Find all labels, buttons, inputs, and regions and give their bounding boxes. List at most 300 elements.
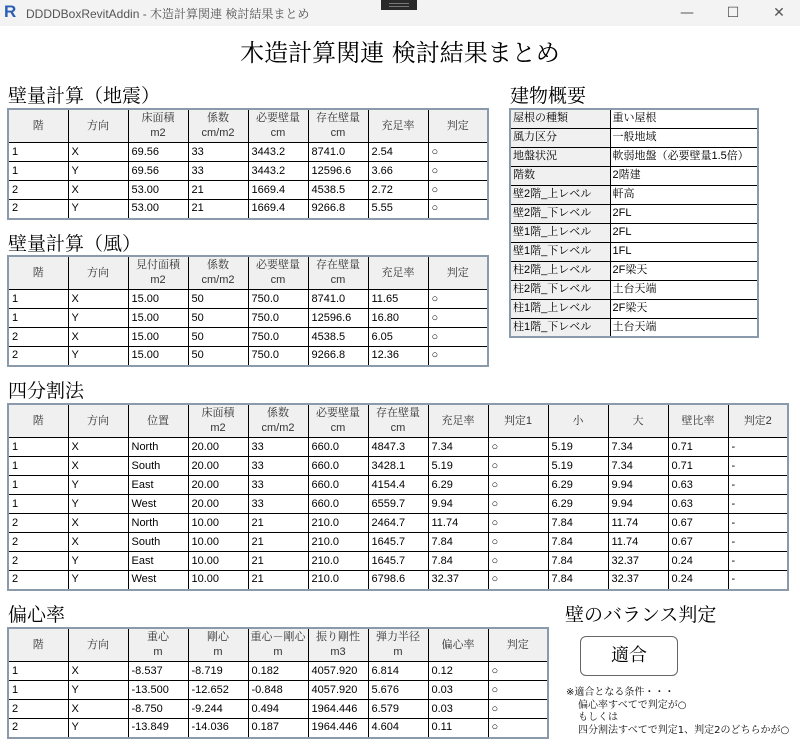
quake-section-title: 壁量計算（地震） — [8, 85, 161, 107]
table-cell[interactable]: 4538.5 — [308, 328, 368, 347]
table-cell[interactable]: 6559.7 — [368, 495, 428, 514]
column-header[interactable] — [668, 404, 728, 438]
table-cell[interactable]: 9.94 — [428, 495, 488, 514]
column-header[interactable] — [248, 628, 308, 662]
table-cell[interactable]: X — [68, 700, 128, 719]
table-cell[interactable]: X — [68, 533, 128, 552]
overview-row — [510, 242, 758, 261]
column-header[interactable] — [68, 628, 128, 662]
table-cell[interactable]: X — [68, 181, 128, 200]
table-cell[interactable]: North — [128, 514, 188, 533]
table-row[interactable] — [8, 552, 788, 571]
table-row[interactable] — [8, 681, 548, 700]
table-cell[interactable]: 20.00 — [188, 495, 248, 514]
table-cell[interactable]: 4057.920 — [308, 681, 368, 700]
column-header[interactable] — [248, 256, 308, 290]
table-cell[interactable]: 750.0 — [248, 328, 308, 347]
table-cell[interactable]: 12596.6 — [308, 162, 368, 181]
table-cell[interactable]: 210.0 — [308, 514, 368, 533]
table-cell[interactable]: 1669.4 — [248, 200, 308, 219]
table-cell[interactable]: ○ — [428, 309, 488, 328]
overview-value: 軒高 — [610, 185, 758, 204]
table-cell[interactable]: 8741.0 — [308, 290, 368, 309]
overview-value: 土台天端 — [610, 280, 758, 299]
table-cell[interactable]: 33 — [248, 476, 308, 495]
table-row[interactable] — [8, 181, 488, 200]
column-header-label: 階 — [32, 119, 44, 132]
column-header[interactable] — [188, 404, 248, 438]
table-cell[interactable]: 1645.7 — [368, 552, 428, 571]
table-cell[interactable]: 50 — [188, 328, 248, 347]
table-cell[interactable]: 1645.7 — [368, 533, 428, 552]
table-cell[interactable]: X — [68, 514, 128, 533]
table-cell[interactable]: 10.00 — [188, 514, 248, 533]
table-cell[interactable]: 1964.446 — [308, 700, 368, 719]
table-cell[interactable]: -8.750 — [128, 700, 188, 719]
column-header[interactable] — [428, 404, 488, 438]
maximize-button[interactable]: ☐ — [726, 5, 740, 21]
table-cell[interactable]: ○ — [488, 571, 548, 590]
table-cell[interactable]: 32.37 — [428, 571, 488, 590]
table-cell[interactable]: 1 — [8, 476, 68, 495]
overview-row — [510, 318, 758, 337]
table-cell[interactable]: 0.182 — [248, 662, 308, 681]
overview-key: 壁2階_上レベル — [510, 185, 610, 204]
table-cell[interactable]: ○ — [428, 162, 488, 181]
table-cell[interactable]: West — [128, 495, 188, 514]
table-cell[interactable]: Y — [68, 162, 128, 181]
table-row[interactable] — [8, 662, 548, 681]
table-cell[interactable]: 2 — [8, 328, 68, 347]
table-cell[interactable]: X — [68, 328, 128, 347]
table-cell[interactable]: 21 — [248, 552, 308, 571]
table-cell[interactable]: ○ — [428, 347, 488, 366]
table-cell[interactable]: 21 — [188, 200, 248, 219]
table-row[interactable] — [8, 495, 788, 514]
table-cell[interactable]: 1 — [8, 438, 68, 457]
quarter-division-table — [7, 403, 789, 591]
table-cell[interactable]: 6.29 — [548, 476, 608, 495]
table-cell[interactable]: - — [728, 571, 788, 590]
table-cell[interactable]: ○ — [428, 328, 488, 347]
table-cell[interactable]: 0.71 — [668, 438, 728, 457]
table-cell[interactable]: 33 — [188, 162, 248, 181]
table-cell[interactable]: 1 — [8, 495, 68, 514]
table-cell[interactable]: 660.0 — [308, 438, 368, 457]
table-cell[interactable]: 33 — [248, 457, 308, 476]
table-cell[interactable]: 15.00 — [128, 347, 188, 366]
table-cell[interactable]: 6.814 — [368, 662, 428, 681]
column-header[interactable] — [8, 628, 68, 662]
table-cell[interactable]: 21 — [248, 533, 308, 552]
table-cell[interactable]: 0.67 — [668, 514, 728, 533]
table-row[interactable] — [8, 143, 488, 162]
column-header-label: 方向 — [87, 638, 109, 651]
table-cell[interactable]: 2 — [8, 700, 68, 719]
column-header-label: 判定2 — [743, 414, 772, 427]
table-cell[interactable]: X — [68, 143, 128, 162]
note-line: ※適合となる条件・・・ — [566, 687, 675, 698]
column-header-label: 充足率 — [441, 414, 475, 427]
table-cell[interactable]: 11.65 — [368, 290, 428, 309]
table-cell[interactable]: Y — [68, 347, 128, 366]
table-cell[interactable]: 2 — [8, 514, 68, 533]
table-row[interactable] — [8, 457, 788, 476]
table-cell[interactable]: 6.29 — [428, 476, 488, 495]
table-cell[interactable]: ○ — [488, 457, 548, 476]
table-cell[interactable]: X — [68, 662, 128, 681]
table-cell[interactable]: ○ — [428, 200, 488, 219]
table-cell[interactable]: 12.36 — [368, 347, 428, 366]
table-cell[interactable]: 3428.1 — [368, 457, 428, 476]
table-cell[interactable]: ○ — [428, 143, 488, 162]
table-cell[interactable]: East — [128, 476, 188, 495]
column-header[interactable] — [128, 109, 188, 143]
balance-condition-note — [566, 687, 789, 737]
column-header[interactable] — [608, 404, 668, 438]
table-cell[interactable]: 2 — [8, 533, 68, 552]
column-header[interactable] — [308, 404, 368, 438]
table-row[interactable] — [8, 290, 488, 309]
table-row[interactable] — [8, 309, 488, 328]
table-cell[interactable]: ○ — [488, 681, 548, 700]
table-cell[interactable]: 0.187 — [248, 719, 308, 738]
table-cell[interactable]: 8741.0 — [308, 143, 368, 162]
table-cell[interactable]: 0.71 — [668, 457, 728, 476]
table-cell[interactable]: 2.54 — [368, 143, 428, 162]
table-cell[interactable]: 1 — [8, 457, 68, 476]
table-cell[interactable]: ○ — [488, 700, 548, 719]
table-cell[interactable]: -8.719 — [188, 662, 248, 681]
table-cell[interactable]: 2 — [8, 200, 68, 219]
table-cell[interactable]: 750.0 — [248, 309, 308, 328]
table-cell[interactable]: - — [728, 495, 788, 514]
column-header[interactable] — [8, 256, 68, 290]
column-header-label: 重心－剛心 — [250, 631, 306, 643]
column-header[interactable] — [68, 404, 128, 438]
column-header[interactable] — [8, 109, 68, 143]
table-cell[interactable]: 7.34 — [608, 457, 668, 476]
column-header-label: 床面積 — [141, 112, 175, 124]
column-header-unit: m2 — [150, 274, 166, 286]
table-cell[interactable]: 5.19 — [548, 457, 608, 476]
column-header[interactable] — [188, 628, 248, 662]
table-cell[interactable]: 660.0 — [308, 457, 368, 476]
table-cell[interactable]: 0.11 — [428, 719, 488, 738]
table-cell[interactable]: -13.500 — [128, 681, 188, 700]
table-cell[interactable]: ○ — [428, 181, 488, 200]
column-header-unit: m2 — [150, 127, 166, 139]
table-cell[interactable]: 4847.3 — [368, 438, 428, 457]
table-cell[interactable]: Y — [68, 552, 128, 571]
overview-row — [510, 147, 758, 166]
table-cell[interactable]: 6.29 — [548, 495, 608, 514]
table-cell[interactable]: Y — [68, 681, 128, 700]
column-header[interactable] — [548, 404, 608, 438]
table-cell[interactable]: 9.94 — [608, 495, 668, 514]
table-cell[interactable]: 9266.8 — [308, 200, 368, 219]
column-header[interactable] — [308, 628, 368, 662]
table-cell[interactable]: 0.63 — [668, 476, 728, 495]
table-cell[interactable]: 7.84 — [428, 552, 488, 571]
table-cell[interactable]: 0.03 — [428, 700, 488, 719]
table-cell[interactable]: 53.00 — [128, 200, 188, 219]
table-cell[interactable]: 6.579 — [368, 700, 428, 719]
column-header-label: 階 — [32, 638, 44, 651]
table-row[interactable] — [8, 719, 548, 738]
column-header[interactable] — [68, 256, 128, 290]
table-cell[interactable]: 2 — [8, 181, 68, 200]
table-cell[interactable]: ○ — [428, 290, 488, 309]
table-cell[interactable]: 32.37 — [608, 571, 668, 590]
table-cell[interactable]: - — [728, 552, 788, 571]
table-cell[interactable]: 32.37 — [608, 552, 668, 571]
table-cell[interactable]: 0.494 — [248, 700, 308, 719]
table-row[interactable] — [8, 476, 788, 495]
table-cell[interactable]: 50 — [188, 309, 248, 328]
overview-key: 柱1階_上レベル — [510, 299, 610, 318]
table-cell[interactable]: 7.34 — [428, 438, 488, 457]
table-row[interactable] — [8, 347, 488, 366]
table-cell[interactable]: 7.84 — [548, 533, 608, 552]
table-cell[interactable]: 6.05 — [368, 328, 428, 347]
table-cell[interactable]: 4538.5 — [308, 181, 368, 200]
table-cell[interactable]: 1 — [8, 143, 68, 162]
column-header[interactable] — [488, 628, 548, 662]
table-cell[interactable]: 0.67 — [668, 533, 728, 552]
overview-row — [510, 166, 758, 185]
column-header[interactable] — [368, 256, 428, 290]
table-cell[interactable]: 33 — [248, 438, 308, 457]
table-cell[interactable]: ○ — [488, 438, 548, 457]
drag-grip-icon[interactable] — [381, 0, 417, 10]
table-cell[interactable]: ○ — [488, 662, 548, 681]
table-cell[interactable]: 210.0 — [308, 552, 368, 571]
table-cell[interactable]: 660.0 — [308, 495, 368, 514]
table-cell[interactable]: 12596.6 — [308, 309, 368, 328]
table-cell[interactable]: 7.84 — [548, 571, 608, 590]
table-cell[interactable]: 3443.2 — [248, 143, 308, 162]
table-cell[interactable]: 210.0 — [308, 533, 368, 552]
table-cell[interactable]: 33 — [188, 143, 248, 162]
column-header[interactable] — [128, 256, 188, 290]
table-cell[interactable]: East — [128, 552, 188, 571]
column-header-label: 判定 — [446, 266, 469, 279]
column-header-label: 必要壁量 — [256, 112, 300, 124]
column-header-label: 充足率 — [381, 119, 415, 132]
table-cell[interactable]: - — [728, 438, 788, 457]
table-cell[interactable]: 3443.2 — [248, 162, 308, 181]
overview-section-title: 建物概要 — [510, 85, 587, 107]
note-line: 偏心率すべてで判定が○ — [578, 699, 687, 711]
table-cell[interactable]: ○ — [488, 476, 548, 495]
table-cell[interactable]: 750.0 — [248, 290, 308, 309]
column-header-label: 弾力半径 — [376, 631, 420, 643]
table-cell[interactable]: 5.19 — [548, 438, 608, 457]
table-cell[interactable]: - — [728, 476, 788, 495]
table-cell[interactable]: 10.00 — [188, 552, 248, 571]
table-row[interactable] — [8, 514, 788, 533]
table-cell[interactable]: 2.72 — [368, 181, 428, 200]
close-button[interactable]: ✕ — [773, 5, 785, 21]
table-cell[interactable]: 9266.8 — [308, 347, 368, 366]
table-cell[interactable]: 750.0 — [248, 347, 308, 366]
column-header-unit: cm — [270, 274, 286, 286]
column-header[interactable] — [188, 256, 248, 290]
table-cell[interactable]: X — [68, 457, 128, 476]
table-cell[interactable]: 10.00 — [188, 533, 248, 552]
column-header-label: 壁比率 — [681, 414, 715, 427]
column-header[interactable] — [368, 628, 428, 662]
table-row[interactable] — [8, 438, 788, 457]
table-cell[interactable]: -9.244 — [188, 700, 248, 719]
table-cell[interactable]: 2 — [8, 347, 68, 366]
minimize-button[interactable]: — — [680, 5, 694, 21]
table-cell[interactable]: Y — [68, 309, 128, 328]
table-cell[interactable]: X — [68, 438, 128, 457]
table-cell[interactable]: 2 — [8, 552, 68, 571]
column-header[interactable] — [128, 404, 188, 438]
table-cell[interactable]: 50 — [188, 347, 248, 366]
column-header[interactable] — [8, 404, 68, 438]
table-cell[interactable]: 21 — [188, 181, 248, 200]
table-cell[interactable]: South — [128, 457, 188, 476]
table-cell[interactable]: 5.19 — [428, 457, 488, 476]
table-cell[interactable]: 11.74 — [608, 533, 668, 552]
table-cell[interactable]: 9.94 — [608, 476, 668, 495]
column-header[interactable] — [428, 256, 488, 290]
table-cell[interactable]: 1 — [8, 681, 68, 700]
table-cell[interactable]: South — [128, 533, 188, 552]
table-cell[interactable]: ○ — [488, 514, 548, 533]
table-cell[interactable]: 0.03 — [428, 681, 488, 700]
table-cell[interactable]: 4154.4 — [368, 476, 428, 495]
table-cell[interactable]: 4.604 — [368, 719, 428, 738]
header-row — [8, 109, 488, 143]
column-header[interactable] — [308, 109, 368, 143]
table-cell[interactable]: 11.74 — [608, 514, 668, 533]
table-cell[interactable]: 10.00 — [188, 571, 248, 590]
table-cell[interactable]: 4057.920 — [308, 662, 368, 681]
table-cell[interactable]: 0.12 — [428, 662, 488, 681]
table-cell[interactable]: Y — [68, 719, 128, 738]
table-cell[interactable]: 5.676 — [368, 681, 428, 700]
table-cell[interactable]: 21 — [248, 571, 308, 590]
table-cell[interactable]: 69.56 — [128, 143, 188, 162]
table-cell[interactable]: -14.036 — [188, 719, 248, 738]
table-cell[interactable]: 53.00 — [128, 181, 188, 200]
balance-result-button[interactable]: 適合 — [580, 636, 678, 676]
table-cell[interactable]: 33 — [248, 495, 308, 514]
table-row[interactable] — [8, 700, 548, 719]
table-cell[interactable]: 7.34 — [608, 438, 668, 457]
table-cell[interactable]: Y — [68, 476, 128, 495]
table-row[interactable] — [8, 328, 488, 347]
table-cell[interactable]: 0.24 — [668, 552, 728, 571]
table-cell[interactable]: 660.0 — [308, 476, 368, 495]
table-cell[interactable]: 7.84 — [428, 533, 488, 552]
table-cell[interactable]: ○ — [488, 495, 548, 514]
table-cell[interactable]: North — [128, 438, 188, 457]
table-cell[interactable]: ○ — [488, 533, 548, 552]
column-header[interactable] — [248, 404, 308, 438]
table-row[interactable] — [8, 162, 488, 181]
table-cell[interactable]: X — [68, 290, 128, 309]
table-cell[interactable]: 21 — [248, 514, 308, 533]
table-cell[interactable]: 6798.6 — [368, 571, 428, 590]
overview-key: 地盤状況 — [510, 147, 610, 166]
table-cell[interactable]: 2 — [8, 719, 68, 738]
table-cell[interactable]: 1 — [8, 162, 68, 181]
table-cell[interactable]: 1669.4 — [248, 181, 308, 200]
table-cell[interactable]: Y — [68, 495, 128, 514]
table-cell[interactable]: 1 — [8, 290, 68, 309]
column-header[interactable] — [488, 404, 548, 438]
column-header[interactable] — [128, 628, 188, 662]
table-cell[interactable]: 0.63 — [668, 495, 728, 514]
column-header[interactable] — [428, 628, 488, 662]
column-header[interactable] — [728, 404, 788, 438]
building-overview-table — [509, 108, 759, 338]
table-cell[interactable]: -13.849 — [128, 719, 188, 738]
table-cell[interactable]: 20.00 — [188, 438, 248, 457]
table-cell[interactable]: - — [728, 514, 788, 533]
table-row[interactable] — [8, 533, 788, 552]
column-header[interactable] — [308, 256, 368, 290]
table-cell[interactable]: Y — [68, 200, 128, 219]
column-header[interactable] — [368, 404, 428, 438]
table-cell[interactable]: 1 — [8, 662, 68, 681]
column-header-label: 存在壁量 — [316, 112, 360, 124]
column-header[interactable] — [188, 109, 248, 143]
table-cell[interactable]: 2 — [8, 571, 68, 590]
table-cell[interactable]: 16.80 — [368, 309, 428, 328]
table-cell[interactable]: 11.74 — [428, 514, 488, 533]
table-cell[interactable]: 7.84 — [548, 552, 608, 571]
table-cell[interactable]: 69.56 — [128, 162, 188, 181]
table-cell[interactable]: -12.652 — [188, 681, 248, 700]
table-cell[interactable]: 15.00 — [128, 290, 188, 309]
table-cell[interactable]: 5.55 — [368, 200, 428, 219]
table-cell[interactable]: West — [128, 571, 188, 590]
table-cell[interactable]: 20.00 — [188, 476, 248, 495]
table-cell[interactable]: 15.00 — [128, 328, 188, 347]
table-row[interactable] — [8, 200, 488, 219]
table-cell[interactable]: - — [728, 533, 788, 552]
table-cell[interactable]: 50 — [188, 290, 248, 309]
table-cell[interactable]: -8.537 — [128, 662, 188, 681]
table-row[interactable] — [8, 571, 788, 590]
column-header[interactable] — [68, 109, 128, 143]
table-cell[interactable]: 1 — [8, 309, 68, 328]
table-cell[interactable]: 210.0 — [308, 571, 368, 590]
table-cell[interactable]: ○ — [488, 719, 548, 738]
table-cell[interactable]: - — [728, 457, 788, 476]
table-cell[interactable]: 15.00 — [128, 309, 188, 328]
table-cell[interactable]: 0.24 — [668, 571, 728, 590]
table-cell[interactable]: ○ — [488, 552, 548, 571]
column-header[interactable] — [368, 109, 428, 143]
table-cell[interactable]: 7.84 — [548, 514, 608, 533]
table-cell[interactable]: 20.00 — [188, 457, 248, 476]
column-header[interactable] — [428, 109, 488, 143]
table-cell[interactable]: 2464.7 — [368, 514, 428, 533]
table-cell[interactable]: -0.848 — [248, 681, 308, 700]
table-cell[interactable]: 3.66 — [368, 162, 428, 181]
table-cell[interactable]: 1964.446 — [308, 719, 368, 738]
column-header[interactable] — [248, 109, 308, 143]
table-cell[interactable]: Y — [68, 571, 128, 590]
